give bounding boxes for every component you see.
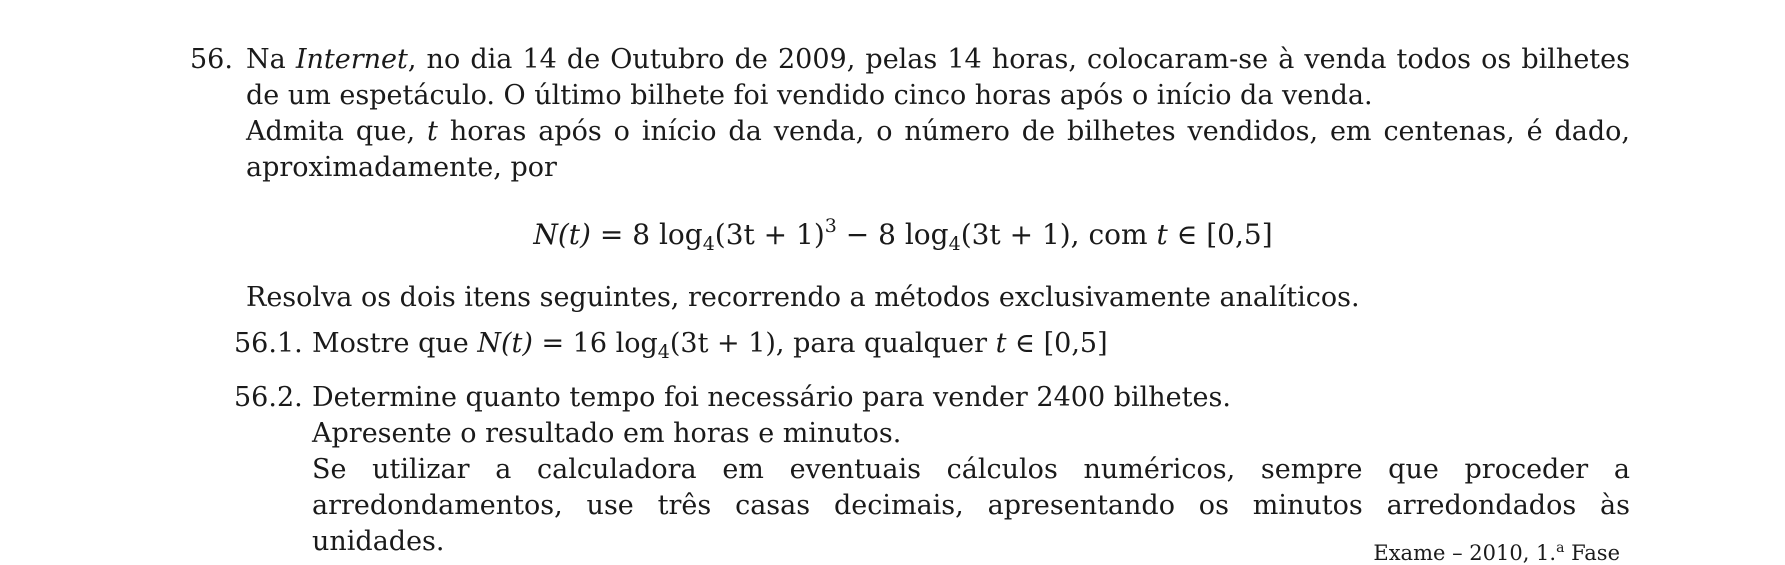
intro-prefix: Na — [246, 44, 296, 75]
item2-line3: Se utilizar a calculadora em eventuais cálculos numéricos, sempre que proceder a arredondamentos, use três casas decimais, apresentando os minutos arredondados às unidades. — [312, 454, 1630, 557]
intro-italic: Internet — [295, 44, 408, 75]
instruction-note: Resolva os dois itens seguintes, recorrendo a métodos exclusivamente analíticos. — [246, 282, 1360, 313]
source-phase: Fase — [1564, 541, 1620, 565]
admit-rest: horas após o início da venda, o número de bilhetes vendidos, em centenas, é dado, aproximadamente, por — [246, 116, 1630, 183]
item1-prefix: Mostre que — [312, 328, 478, 359]
formula-minus: − 8 log — [836, 218, 949, 251]
formula-term1: (3t + 1) — [714, 218, 825, 251]
item2-line1: Determine quanto tempo foi necessário para vender 2400 bilhetes. — [312, 382, 1231, 413]
problem-intro — [246, 42, 1630, 114]
item-number: 56.2. — [234, 382, 303, 413]
item-56-1 — [234, 326, 1630, 370]
formula-term2: (3t + 1), com — [960, 218, 1157, 251]
admit-var: t — [427, 116, 438, 147]
formula-base2: 4 — [948, 233, 961, 255]
item2-line2: Apresente o resultado em horas e minutos. — [312, 418, 902, 449]
formula-base1: 4 — [702, 233, 715, 255]
item-body — [312, 380, 1630, 560]
formula-domain: ∈ [0,5] — [1167, 218, 1273, 251]
problem-number: 56. — [190, 44, 233, 75]
item1-fn: N(t) — [477, 328, 533, 359]
item-body — [312, 326, 1630, 370]
item-56-2 — [234, 380, 1630, 560]
item1-rest: (3t + 1), para qualquer — [669, 328, 996, 359]
item1-base: 4 — [657, 341, 670, 363]
formula — [246, 208, 1630, 262]
item-number: 56.1. — [234, 328, 303, 359]
formula-exp: 3 — [824, 215, 837, 237]
formula-var: t — [1156, 218, 1168, 251]
item1-var: t — [995, 328, 1007, 359]
item1-eq: = 16 log — [532, 328, 658, 359]
formula-eq: = 8 log — [590, 218, 703, 251]
item1-domain: ∈ [0,5] — [1006, 328, 1108, 359]
source-text: Exame – 2010, 1. — [1373, 541, 1557, 565]
problem-content — [234, 42, 1630, 560]
admit-prefix: Admita que, — [246, 116, 428, 147]
intro-rest: , no dia 14 de Outubro de 2009, pelas 14 horas, colocaram-se à venda todos os bilhetes de um espetáculo. O último bilhete foi vendido cinco horas após o início da venda. — [246, 44, 1630, 111]
formula-lhs: N(t) — [533, 218, 591, 251]
source-sup: a — [1556, 540, 1565, 556]
problem-admit — [246, 114, 1630, 186]
